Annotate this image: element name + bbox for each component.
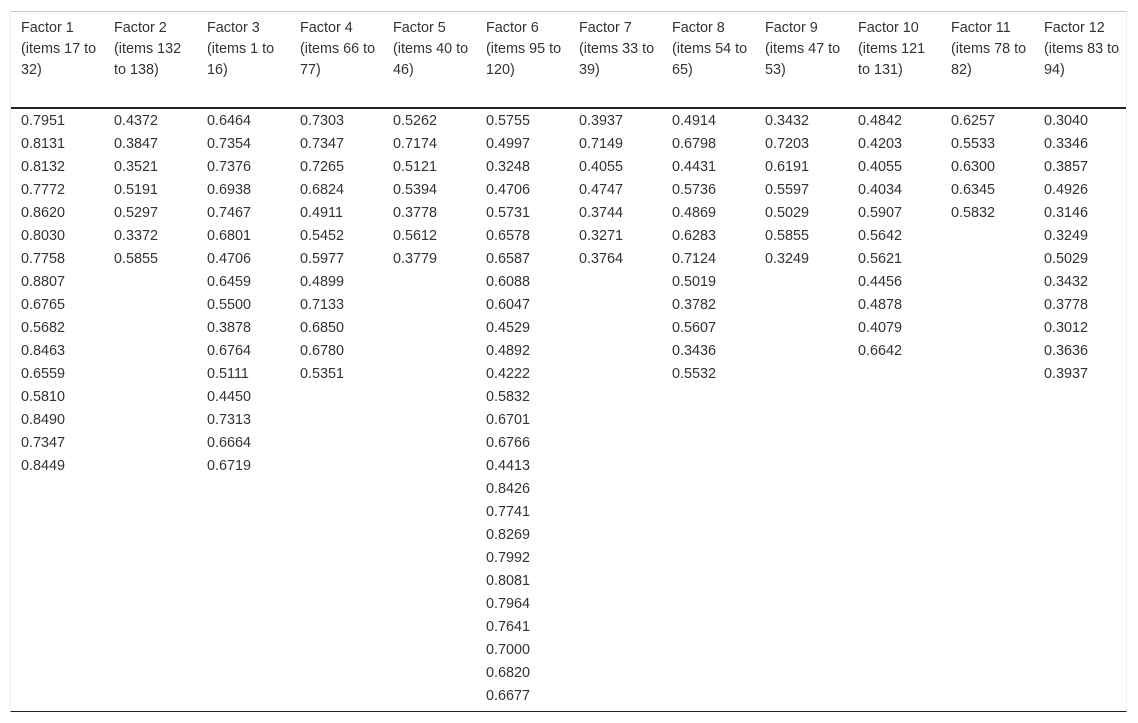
column-factor-10 <box>858 110 938 363</box>
column-factor-5 <box>393 110 473 271</box>
table-cell: 0.7000 <box>486 642 531 658</box>
table-cell: 0.3012 <box>1044 320 1089 336</box>
table-cell: 0.3432 <box>1044 274 1089 290</box>
table-cell: 0.7174 <box>393 136 438 152</box>
header-factor-12: Factor 12 (items 83 to 94) <box>1044 20 1120 78</box>
header-factor-5: Factor 5 (items 40 to 46) <box>393 20 469 78</box>
table-cell: 0.5019 <box>672 274 717 290</box>
table-cell: 0.4372 <box>114 113 159 129</box>
header-factor-2: Factor 2 (items 132 to 138) <box>114 20 182 78</box>
table-cell: 0.8269 <box>486 527 531 543</box>
table-cell: 0.7758 <box>21 251 66 267</box>
table-cell: 0.5832 <box>486 389 531 405</box>
table-cell: 0.7124 <box>672 251 717 267</box>
table-cell: 0.6766 <box>486 435 531 451</box>
table-cell: 0.6664 <box>207 435 252 451</box>
table-cell: 0.6191 <box>765 159 810 175</box>
table-cell: 0.3521 <box>114 159 159 175</box>
table-cell: 0.4203 <box>858 136 903 152</box>
table-cell: 0.5029 <box>1044 251 1089 267</box>
table-cell: 0.5977 <box>300 251 345 267</box>
table-cell: 0.8807 <box>21 274 66 290</box>
table-cell: 0.5532 <box>672 366 717 382</box>
table-cell: 0.3372 <box>114 228 159 244</box>
table-cell: 0.6850 <box>300 320 345 336</box>
table-cell: 0.6642 <box>858 343 903 359</box>
table-cell: 0.5832 <box>951 205 996 221</box>
table-cell: 0.5351 <box>300 366 345 382</box>
header-factor-10: Factor 10 (items 121 to 131) <box>858 20 926 78</box>
column-factor-2 <box>114 110 194 271</box>
table-cell: 0.5394 <box>393 182 438 198</box>
table-cell: 0.7313 <box>207 412 252 428</box>
table-cell: 0.6345 <box>951 182 996 198</box>
table-cell: 0.4055 <box>858 159 903 175</box>
table-cell: 0.3779 <box>393 251 438 267</box>
table-cell: 0.3248 <box>486 159 531 175</box>
table-cell: 0.5621 <box>858 251 903 267</box>
table-cell: 0.7376 <box>207 159 252 175</box>
column-factor-6 <box>486 110 566 708</box>
table-cell: 0.5612 <box>393 228 438 244</box>
table-cell: 0.5029 <box>765 205 810 221</box>
table-cell: 0.3878 <box>207 320 252 336</box>
table-cell: 0.5111 <box>207 366 249 382</box>
table-cell: 0.6464 <box>207 113 252 129</box>
table-cell: 0.6300 <box>951 159 996 175</box>
table-cell: 0.6088 <box>486 274 531 290</box>
table-cell: 0.7992 <box>486 550 531 566</box>
table-cell: 0.5262 <box>393 113 438 129</box>
table-cell: 0.4911 <box>300 205 343 221</box>
table-cell: 0.4878 <box>858 297 903 313</box>
table-cell: 0.7354 <box>207 136 252 152</box>
table-cell: 0.6677 <box>486 688 531 704</box>
table-cell: 0.3857 <box>1044 159 1089 175</box>
table-cell: 0.4892 <box>486 343 531 359</box>
table-cell: 0.3937 <box>1044 366 1089 382</box>
table-cell: 0.3146 <box>1044 205 1089 221</box>
table-cell: 0.5736 <box>672 182 717 198</box>
table-cell: 0.8490 <box>21 412 66 428</box>
table-cell: 0.4842 <box>858 113 903 129</box>
table-cell: 0.5642 <box>858 228 903 244</box>
header-factor-11: Factor 11 (items 78 to 82) <box>951 20 1027 78</box>
table-cell: 0.5533 <box>951 136 996 152</box>
table-cell: 0.8030 <box>21 228 66 244</box>
table-cell: 0.4747 <box>579 182 624 198</box>
table-cell: 0.3636 <box>1044 343 1089 359</box>
table-cell: 0.3432 <box>765 113 810 129</box>
header-factor-7: Factor 7 (items 33 to 39) <box>579 20 655 78</box>
table-header-row <box>11 12 1126 109</box>
table-cell: 0.3937 <box>579 113 624 129</box>
table-cell: 0.4079 <box>858 320 903 336</box>
table-cell: 0.5452 <box>300 228 345 244</box>
table-cell: 0.3764 <box>579 251 624 267</box>
table-cell: 0.3436 <box>672 343 717 359</box>
table-cell: 0.7467 <box>207 205 252 221</box>
header-factor-3: Factor 3 (items 1 to 16) <box>207 20 275 78</box>
table-cell: 0.4450 <box>207 389 252 405</box>
table-cell: 0.3249 <box>1044 228 1089 244</box>
table-cell: 0.7964 <box>486 596 531 612</box>
column-factor-1 <box>21 110 101 478</box>
table-cell: 0.4914 <box>672 113 717 129</box>
table-cell: 0.4055 <box>579 159 624 175</box>
column-factor-7 <box>579 110 659 271</box>
table-cell: 0.4431 <box>672 159 717 175</box>
header-factor-6: Factor 6 (items 95 to 120) <box>486 20 562 78</box>
table-cell: 0.5855 <box>114 251 159 267</box>
table-cell: 0.8463 <box>21 343 66 359</box>
table-cell: 0.7741 <box>486 504 531 520</box>
table-cell: 0.4706 <box>207 251 252 267</box>
table-cell: 0.6765 <box>21 297 66 313</box>
table-cell: 0.3040 <box>1044 113 1089 129</box>
table-cell: 0.6764 <box>207 343 252 359</box>
table-cell: 0.5731 <box>486 205 531 221</box>
table-cell: 0.7203 <box>765 136 810 152</box>
table-cell: 0.5907 <box>858 205 903 221</box>
table-cell: 0.7149 <box>579 136 624 152</box>
table-cell: 0.3782 <box>672 297 717 313</box>
column-factor-3 <box>207 110 287 478</box>
table-cell: 0.4034 <box>858 182 903 198</box>
table-cell: 0.5682 <box>21 320 66 336</box>
column-factor-4 <box>300 110 380 386</box>
table-cell: 0.6824 <box>300 182 345 198</box>
table-cell: 0.6820 <box>486 665 531 681</box>
header-factor-4: Factor 4 (items 66 to 77) <box>300 20 376 78</box>
table-cell: 0.4869 <box>672 205 717 221</box>
table-cell: 0.6283 <box>672 228 717 244</box>
column-factor-11 <box>951 110 1031 225</box>
table-cell: 0.3778 <box>1044 297 1089 313</box>
table-cell: 0.8132 <box>21 159 66 175</box>
table-cell: 0.3271 <box>579 228 624 244</box>
table-cell: 0.4926 <box>1044 182 1089 198</box>
header-factor-1: Factor 1 (items 17 to 32) <box>21 20 97 78</box>
table-cell: 0.6798 <box>672 136 717 152</box>
table-cell: 0.6459 <box>207 274 252 290</box>
table-cell: 0.4706 <box>486 182 531 198</box>
table-cell: 0.6719 <box>207 458 252 474</box>
table-cell: 0.5500 <box>207 297 252 313</box>
table-cell: 0.8081 <box>486 573 531 589</box>
header-factor-9: Factor 9 (items 47 to 53) <box>765 20 841 78</box>
column-factor-12 <box>1044 110 1124 386</box>
table-cell: 0.6587 <box>486 251 531 267</box>
table-cell: 0.5607 <box>672 320 717 336</box>
table-cell: 0.6780 <box>300 343 345 359</box>
table-cell: 0.7265 <box>300 159 345 175</box>
table-cell: 0.3847 <box>114 136 159 152</box>
header-factor-8: Factor 8 (items 54 to 65) <box>672 20 748 78</box>
table-cell: 0.5191 <box>114 182 159 198</box>
table-cell: 0.5297 <box>114 205 159 221</box>
table-cell: 0.4529 <box>486 320 531 336</box>
table-cell: 0.5597 <box>765 182 810 198</box>
factor-loadings-table <box>10 11 1127 712</box>
table-cell: 0.6701 <box>486 412 531 428</box>
table-cell: 0.7133 <box>300 297 345 313</box>
table-cell: 0.4997 <box>486 136 531 152</box>
table-cell: 0.7347 <box>21 435 66 451</box>
table-cell: 0.3249 <box>765 251 810 267</box>
table-cell: 0.6257 <box>951 113 996 129</box>
table-cell: 0.7303 <box>300 113 345 129</box>
table-cell: 0.6047 <box>486 297 531 313</box>
table-cell: 0.6801 <box>207 228 252 244</box>
table-cell: 0.6578 <box>486 228 531 244</box>
table-cell: 0.7347 <box>300 136 345 152</box>
table-cell: 0.8449 <box>21 458 66 474</box>
column-factor-8 <box>672 110 752 386</box>
table-cell: 0.3744 <box>579 205 624 221</box>
table-cell: 0.5755 <box>486 113 531 129</box>
table-cell: 0.5121 <box>393 159 438 175</box>
table-cell: 0.3778 <box>393 205 438 221</box>
table-cell: 0.4413 <box>486 458 531 474</box>
table-cell: 0.7641 <box>486 619 531 635</box>
table-cell: 0.8426 <box>486 481 531 497</box>
table-cell: 0.7951 <box>21 113 66 129</box>
table-cell: 0.7772 <box>21 182 66 198</box>
table-cell: 0.4899 <box>300 274 345 290</box>
column-factor-9 <box>765 110 845 271</box>
table-cell: 0.5855 <box>765 228 810 244</box>
table-cell: 0.3346 <box>1044 136 1089 152</box>
table-cell: 0.4456 <box>858 274 903 290</box>
table-cell: 0.8131 <box>21 136 66 152</box>
table-cell: 0.8620 <box>21 205 66 221</box>
table-cell: 0.6938 <box>207 182 252 198</box>
table-cell: 0.6559 <box>21 366 66 382</box>
table-cell: 0.4222 <box>486 366 531 382</box>
table-cell: 0.5810 <box>21 389 66 405</box>
